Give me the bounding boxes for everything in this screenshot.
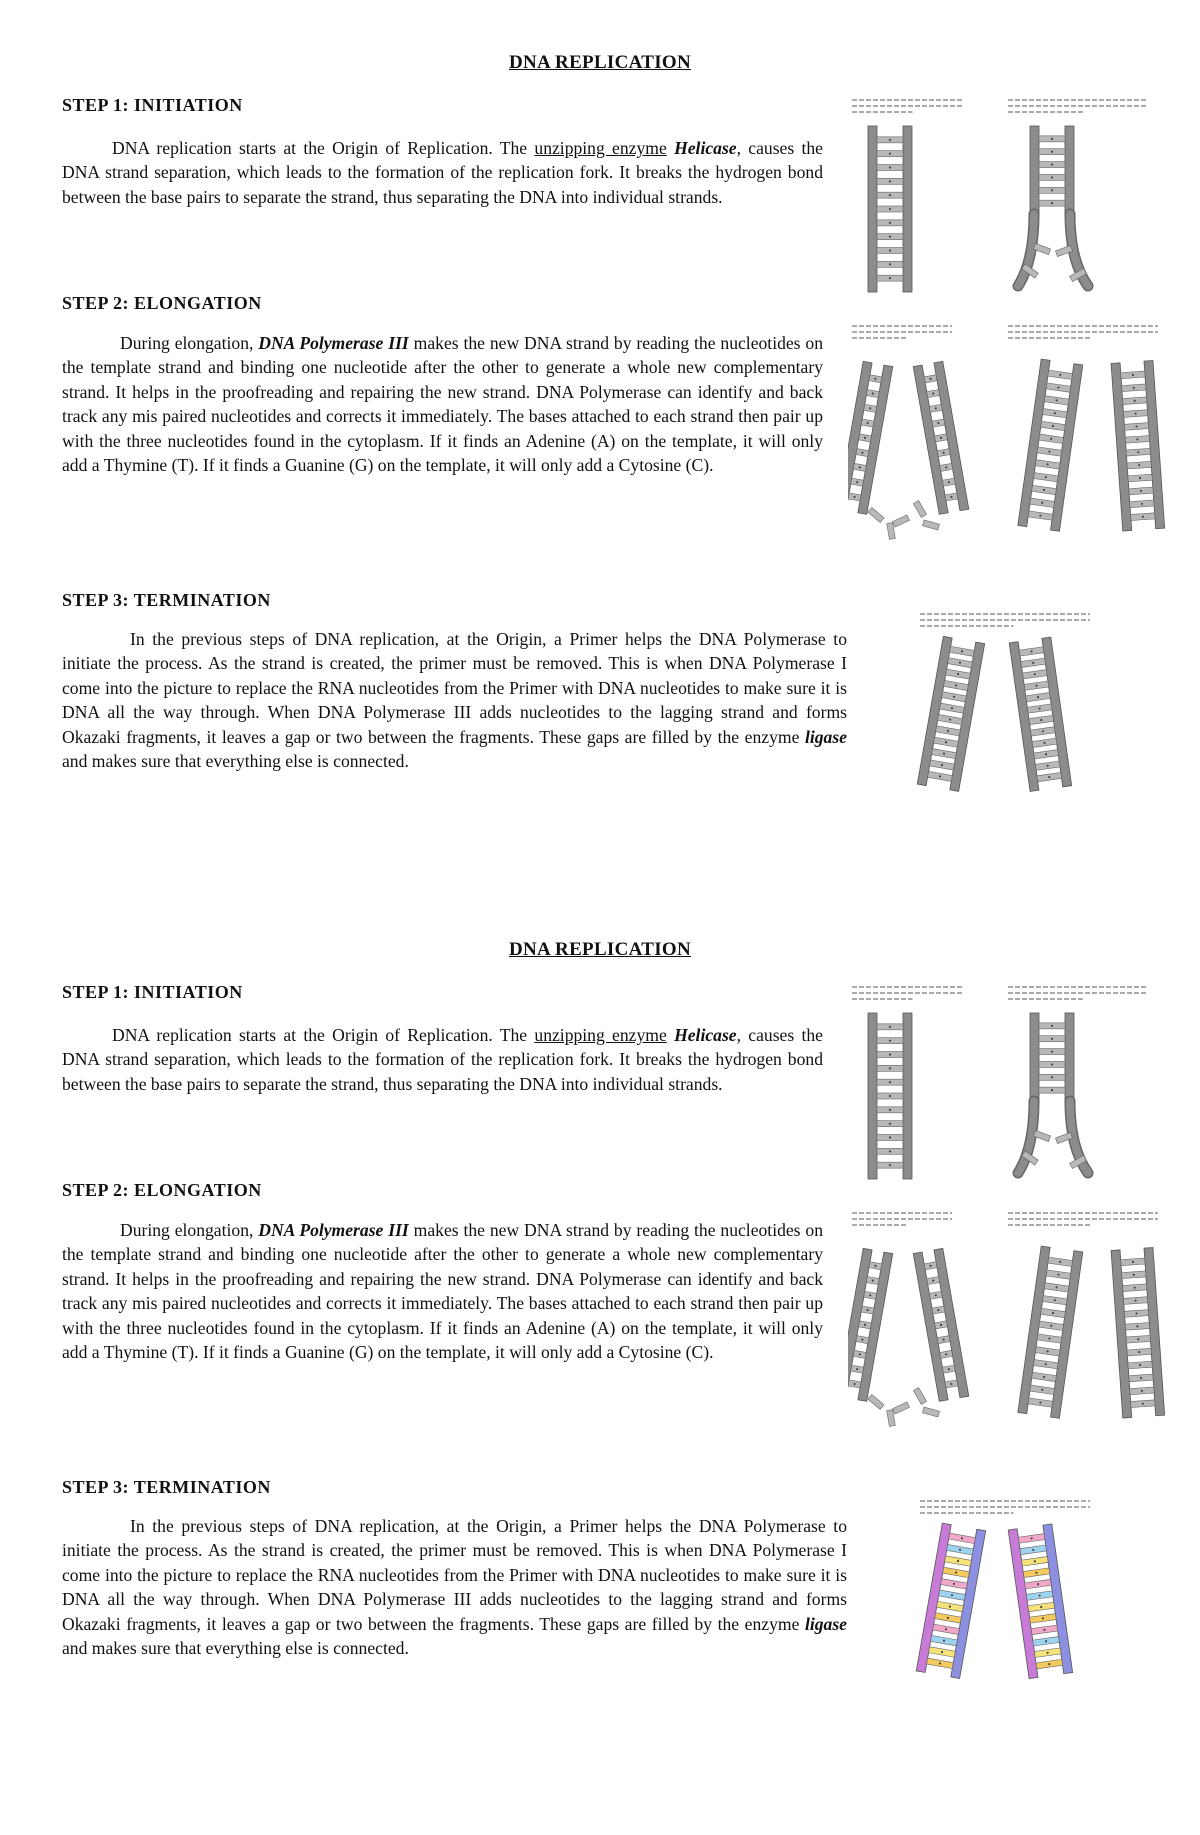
unzipping-enzyme-term: unzipping enzyme — [534, 138, 667, 158]
document-sheet-1 — [0, 0, 1200, 900]
ligase-term: ligase — [804, 726, 847, 747]
unzipping-enzyme-term: unzipping enzyme — [534, 1025, 667, 1045]
figure-dna-ladder — [848, 96, 968, 296]
step1-heading: STEP 1: INITIATION — [62, 95, 243, 115]
dna-polymerase-iii-term: DNA Polymerase III — [258, 333, 409, 353]
step3-heading: STEP 3: TERMINATION — [62, 1477, 271, 1497]
figure-unzipping-fork — [1004, 983, 1154, 1183]
figure-new-nucleotides-bonded — [1004, 1209, 1174, 1419]
two-identical-strands-illustration — [900, 610, 1100, 800]
step3-paragraph: In the previous steps of DNA replication, at the Origin, a Primer helps the DNA Polymerase to initiate the process. As the strand is created, the primer must be removed. This is when DNA Polymerase I come into the picture to replace the RNA nucleotides from the Primer with DNA nucleotides to make sure it is DNA all the way through. When DNA Polymerase III adds nucleotides to the lagging strand and forms Okazaki fragments, it leaves a gap or two between the fragments. These gaps are filled by the enzyme ligase and makes sure that everything else is connected. — [62, 629, 847, 772]
nucleotides-bonded-illustration — [1004, 1209, 1174, 1419]
ligase-term: ligase — [804, 1613, 847, 1634]
step1-paragraph: DNA replication starts at the Origin of Replication. The unzipping enzyme Helicase, causes the DNA strand separation, which leads to the formation of the replication fork. It breaks the hydrogen bond between the base pairs to separate the strand, thus separating the DNA into individual strands. — [62, 138, 823, 207]
dna-polymerase-iii-term: DNA Polymerase III — [258, 1220, 409, 1240]
document-title: DNA REPLICATION — [508, 52, 692, 73]
figure-two-identical-strands — [900, 610, 1100, 800]
figure-two-identical-strands — [900, 1497, 1100, 1687]
replication-fork-illustration — [1004, 96, 1154, 296]
two-identical-strands-illustration — [900, 1497, 1100, 1687]
step2-paragraph: During elongation, DNA Polymerase III makes the new DNA strand by reading the nucleotides on the template strand and binding one nucleotide after the other to generate a whole new complementary strand. It helps in the proofreading and repairing the new strand. DNA Polymerase can identify and back track any mis paired nucleotides and corrects it immediately. The bases attached to each strand then pair up with the three nucleotides found in the cytoplasm. If it finds an Adenine (A) on the template, it will only add a Thymine (T). If it finds a Guanine (G) on the template, it will only add a Cytosine (C). — [62, 333, 823, 476]
free-nucleotides-illustration — [848, 322, 998, 542]
nucleotides-bonded-illustration — [1004, 322, 1174, 532]
step1-paragraph: DNA replication starts at the Origin of Replication. The unzipping enzyme Helicase, causes the DNA strand separation, which leads to the formation of the replication fork. It breaks the hydrogen bond between the base pairs to separate the strand, thus separating the DNA into individual strands. — [62, 1025, 823, 1094]
figure-new-nucleotides-bonded — [1004, 322, 1174, 532]
document-sheet-2 — [0, 887, 1200, 1787]
step1-heading: STEP 1: INITIATION — [62, 982, 243, 1002]
figure-dna-ladder — [848, 983, 968, 1183]
dna-ladder-illustration — [848, 983, 968, 1183]
helicase-term: Helicase — [674, 1025, 737, 1045]
step2-paragraph: During elongation, DNA Polymerase III makes the new DNA strand by reading the nucleotides on the template strand and binding one nucleotide after the other to generate a whole new complementary strand. It helps in the proofreading and repairing the new strand. DNA Polymerase can identify and back track any mis paired nucleotides and corrects it immediately. The bases attached to each strand then pair up with the three nucleotides found in the cytoplasm. If it finds an Adenine (A) on the template, it will only add a Thymine (T). If it finds a Guanine (G) on the template, it will only add a Cytosine (C). — [62, 1220, 823, 1363]
step2-heading: STEP 2: ELONGATION — [62, 1180, 262, 1200]
document-title: DNA REPLICATION — [508, 939, 692, 960]
figure-unzipping-fork — [1004, 96, 1154, 296]
step3-heading: STEP 3: TERMINATION — [62, 590, 271, 610]
free-nucleotides-illustration — [848, 1209, 998, 1429]
step2-heading: STEP 2: ELONGATION — [62, 293, 262, 313]
figure-free-nucleotides — [848, 1209, 998, 1429]
dna-ladder-illustration — [848, 96, 968, 296]
figure-free-nucleotides — [848, 322, 998, 542]
step3-paragraph: In the previous steps of DNA replication, at the Origin, a Primer helps the DNA Polymerase to initiate the process. As the strand is created, the primer must be removed. This is when DNA Polymerase I come into the picture to replace the RNA nucleotides from the Primer with DNA nucleotides to make sure it is DNA all the way through. When DNA Polymerase III adds nucleotides to the lagging strand and forms Okazaki fragments, it leaves a gap or two between the fragments. These gaps are filled by the enzyme ligase and makes sure that everything else is connected. — [62, 1516, 847, 1659]
replication-fork-illustration — [1004, 983, 1154, 1183]
helicase-term: Helicase — [674, 138, 737, 158]
